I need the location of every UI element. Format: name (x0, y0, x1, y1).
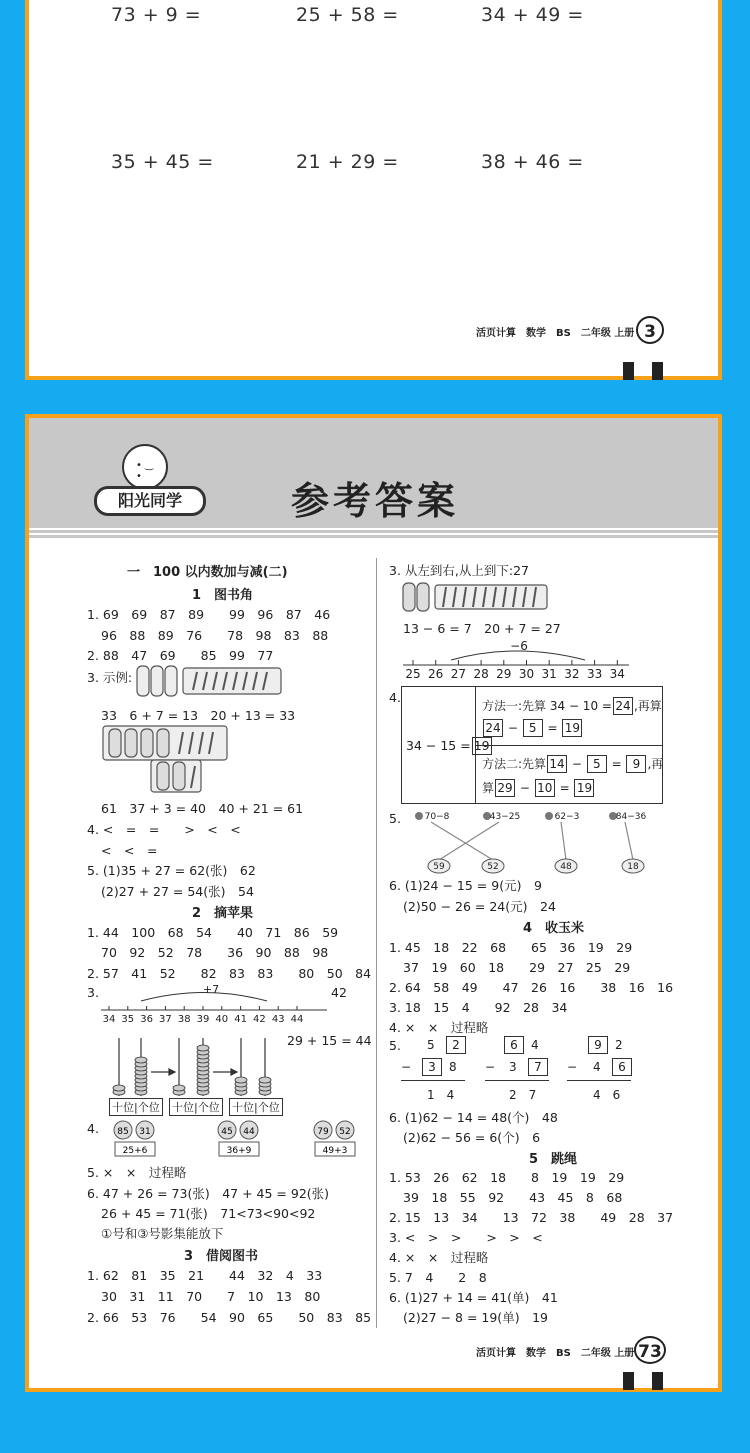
equation: 34 + 49 = (481, 4, 584, 26)
answer-line: 5. (1)35 + 27 = 62(张) 62 (87, 863, 256, 878)
answer-line: 70 92 52 78 36 90 88 98 (101, 945, 329, 960)
digit: 2 7 (509, 1088, 537, 1102)
answer-line: 6. (1)27 + 14 = 41(单) 41 (389, 1290, 558, 1305)
digit: 4 (531, 1038, 539, 1052)
answer-box: 2 (446, 1036, 466, 1054)
apple-label: 79 (317, 1127, 329, 1137)
method-text: ,再 (647, 757, 664, 771)
answer-line: 4. × × 过程略 (389, 1250, 489, 1265)
digit: 1 4 (427, 1088, 455, 1102)
digit: 4 (593, 1060, 601, 1074)
answer-line: 3. (87, 985, 99, 1000)
answer-box: 5 (587, 755, 607, 773)
number-line (99, 982, 329, 1024)
tick-label: 41 (234, 1014, 247, 1024)
answer-line: 61 37 + 3 = 40 40 + 21 = 61 (101, 801, 304, 816)
operator: = (611, 757, 622, 771)
equation: 38 + 46 = (481, 151, 584, 173)
answer-line: (2)62 − 56 = 6(个) 6 (403, 1130, 541, 1145)
minus-sign: − (485, 1060, 496, 1074)
equation: 21 + 29 = (296, 151, 399, 173)
answer-line: 4. × × 过程略 (389, 1020, 489, 1035)
tick-label: 32 (564, 667, 580, 680)
digit: 5 (427, 1038, 435, 1052)
answer-line: 4. < = = > < < (87, 822, 241, 837)
answer-box: 7 (528, 1058, 548, 1076)
result-label: 18 (627, 862, 639, 872)
answer-line: 6. 47 + 26 = 73(张) 47 + 45 = 92(张) (87, 1186, 330, 1201)
page-footer: 活页计算 数学 BS 二年级 上册 (476, 328, 635, 339)
ones-label: 个位 (197, 1101, 220, 1114)
tick-label: 26 (428, 667, 444, 680)
tick-label: 27 (450, 667, 467, 680)
answer-box: 19 (574, 779, 594, 797)
answer-box: 9 (588, 1036, 608, 1054)
main-equation (406, 737, 493, 755)
tick-label: 31 (541, 667, 557, 680)
method-text: ,再算 (633, 699, 662, 713)
tick-label: 29 (496, 667, 512, 680)
method-text: 方法一:先算 34 − 10 = (482, 699, 612, 713)
tick-label: 40 (215, 1014, 229, 1024)
answer-box: 9 (626, 755, 646, 773)
sum-line (401, 1080, 465, 1081)
answer-line: (2)27 + 27 = 54(张) 54 (101, 884, 254, 899)
minus-sign: − (401, 1060, 412, 1074)
vertical-subtraction (401, 1036, 465, 1102)
tick-label: 33 (586, 667, 603, 680)
answer-line: 96 88 89 76 78 98 83 88 (101, 628, 329, 643)
digit: 4 6 (593, 1088, 621, 1102)
sum-line (485, 1080, 549, 1081)
left-column (29, 418, 374, 1396)
answer-box: 6 (612, 1058, 632, 1076)
answer-box: 5 (523, 719, 543, 737)
tens-label: 十位 (112, 1101, 134, 1114)
apple-label: 44 (243, 1127, 255, 1137)
apple-label: 31 (139, 1127, 151, 1137)
method-table (401, 686, 663, 804)
counting-sticks-figure (401, 581, 551, 615)
section-heading: 3 借阅图书 (184, 1249, 259, 1264)
tens-label: 十位 (232, 1101, 254, 1114)
tick-label: 42 (253, 1014, 266, 1024)
answer-line: 2. 64 58 49 47 26 16 38 16 16 (389, 980, 674, 995)
tick-label: 28 (473, 667, 489, 680)
ones-label: 个位 (137, 1101, 160, 1114)
answer-line: 2. 57 41 52 82 83 83 80 50 84 (87, 966, 372, 981)
operator: − (571, 757, 582, 771)
answer-box: 10 (535, 779, 555, 797)
operator: = (559, 781, 570, 795)
basket-label: 49+3 (322, 1146, 348, 1156)
answer-box: 29 (495, 779, 515, 797)
apple-matching-figure (99, 1118, 359, 1160)
result-label: 48 (560, 862, 572, 872)
smile-icon: • ‿ • (136, 460, 154, 482)
column-divider (376, 558, 377, 1328)
answer-line: 1. 53 26 62 18 8 19 19 29 (389, 1170, 625, 1185)
answer-box: 19 (562, 719, 582, 737)
answer-box: 24 (483, 719, 503, 737)
answer-line: 2. 88 47 69 85 99 77 (87, 648, 274, 663)
answer-box: 14 (547, 755, 567, 773)
tick-label: 43 (271, 1014, 285, 1024)
expression-label: 84−36 (615, 812, 647, 822)
answer-line: 2. 66 53 76 54 90 65 50 83 85 (87, 1310, 372, 1325)
answer-box: 6 (504, 1036, 524, 1054)
operator: − (519, 781, 530, 795)
leaf-icon (415, 812, 423, 820)
answer-line: 33 6 + 7 = 13 20 + 13 = 33 (101, 708, 296, 723)
method-text: 方法二:先算 (482, 757, 547, 771)
tick-label: 39 (196, 1014, 210, 1024)
answer-line: 29 + 15 = 44 (287, 1033, 372, 1048)
answer-line: 3. < > > > > < (389, 1230, 543, 1245)
equation: 25 + 58 = (296, 4, 399, 26)
answer-line: 1. 44 100 68 54 40 71 86 59 (87, 925, 339, 940)
section-heading: 4 收玉米 (523, 921, 585, 936)
counting-sticks-figure (133, 664, 285, 698)
answer-line: 3. 示例: (87, 670, 133, 685)
answer-line: 1. 69 69 87 89 99 96 87 46 (87, 607, 331, 622)
binding-tab (652, 362, 663, 380)
binding-tab (623, 362, 634, 380)
leaf-icon (545, 812, 553, 820)
answer-line: 4. (389, 690, 401, 705)
page-title: 参考答案 (291, 478, 460, 523)
answer-page (25, 414, 722, 1392)
tick-label: 25 (405, 667, 421, 680)
section-heading: 2 摘苹果 (192, 906, 254, 921)
section-heading: 1 图书角 (192, 588, 254, 603)
basket-label: 36+9 (226, 1146, 252, 1156)
answer-line: 1. 62 81 35 21 44 32 4 33 (87, 1268, 323, 1283)
method-text: 算 (482, 781, 495, 795)
page-number: 73 (634, 1336, 666, 1364)
method-one (482, 697, 662, 715)
answer-line: 5. × × 过程略 (87, 1165, 187, 1180)
tick-label: 34 (102, 1014, 116, 1024)
abacus-label: 十位|个位 (229, 1098, 283, 1116)
digit: 2 (615, 1038, 623, 1052)
answer-line: 2. 15 13 34 13 72 38 49 28 37 (389, 1210, 674, 1225)
minus-sign: − (567, 1060, 578, 1074)
abacus-label: 十位|个位 (109, 1098, 163, 1116)
answer-line: ①号和③号影集能放下 (101, 1226, 224, 1241)
page-number: 3 (636, 316, 664, 344)
arc-label: +7 (202, 983, 220, 996)
method-two (482, 755, 663, 773)
answer-box: 19 (472, 737, 492, 755)
tick-label: 36 (140, 1014, 153, 1024)
arc-label: −6 (510, 639, 528, 653)
answer-line: 5. (389, 1038, 401, 1053)
equation: 73 + 9 = (111, 4, 202, 26)
apple-label: 85 (117, 1127, 129, 1137)
digit: 8 (449, 1060, 457, 1074)
equation-text: 34 − 15 = (406, 738, 471, 753)
expression-label: 62−3 (554, 812, 580, 822)
apple-label: 52 (339, 1127, 351, 1137)
abacus-label: 十位|个位 (169, 1098, 223, 1116)
result-label: 52 (487, 862, 499, 872)
equation: 35 + 45 = (111, 151, 214, 173)
tick-label: 35 (121, 1014, 135, 1024)
section-heading: 5 跳绳 (529, 1152, 578, 1167)
tick-label: 38 (177, 1014, 191, 1024)
answer-line: < < = (101, 843, 158, 858)
method-one-step2 (482, 719, 583, 737)
answer-line: 3. 18 15 4 92 28 34 (389, 1000, 568, 1015)
answer-line: 30 31 11 70 7 10 13 80 (101, 1289, 321, 1304)
right-column (379, 418, 718, 1396)
page-footer: 活页计算 数学 BS 二年级 上册 (476, 1348, 635, 1359)
answer-line: 1. 45 18 22 68 65 36 19 29 (389, 940, 633, 955)
unit-heading: 一 100 以内数加与减(二) (127, 565, 288, 580)
answer-line: 4. (87, 1121, 99, 1136)
answer-line: (2)50 − 26 = 24(元) 24 (403, 899, 556, 914)
result-label: 59 (433, 862, 445, 872)
answer-line: 37 19 60 18 29 27 25 29 (403, 960, 631, 975)
vertical-subtraction (485, 1036, 549, 1102)
expression-label: 70−8 (424, 812, 450, 822)
tick-label: 30 (518, 667, 535, 680)
operator: = (547, 721, 558, 735)
tens-label: 十位 (172, 1101, 194, 1114)
tick-label: 34 (609, 667, 625, 680)
answer-line: 13 − 6 = 7 20 + 7 = 27 (403, 621, 561, 636)
answer-line: 26 + 45 = 71(张) 71<73<90<92 (101, 1206, 316, 1221)
basket-label: 25+6 (122, 1146, 148, 1156)
sum-line (567, 1080, 631, 1081)
answer-line: 5. 7 4 2 8 (389, 1270, 487, 1285)
operator: − (507, 721, 518, 735)
answer-line: 5. (389, 811, 401, 826)
vertical-subtraction (567, 1036, 631, 1102)
answer-box: 3 (422, 1058, 442, 1076)
expression-label: 43−25 (489, 812, 521, 822)
answer-line: (2)27 − 8 = 19(单) 19 (403, 1310, 548, 1325)
method-two-step2 (482, 779, 595, 797)
apple-label: 45 (221, 1127, 233, 1137)
binding-tab (652, 1372, 663, 1390)
logo-text: 阳光同学 (94, 486, 206, 516)
answer-line: 39 18 55 92 43 45 8 68 (403, 1190, 623, 1205)
ones-label: 个位 (257, 1101, 280, 1114)
worksheet-page (25, 0, 722, 380)
number-line (401, 636, 631, 680)
digit: 3 (509, 1060, 517, 1074)
binding-tab (623, 1372, 634, 1390)
matching-figure (401, 808, 661, 874)
answer-line: 3. 从左到右,从上到下:27 (389, 563, 529, 578)
table-divider (476, 745, 662, 746)
tick-label: 44 (290, 1014, 304, 1024)
answer-box: 24 (613, 697, 633, 715)
answer-value: 42 (331, 985, 347, 1000)
answer-line: 6. (1)24 − 15 = 9(元) 9 (389, 878, 542, 893)
tick-label: 37 (159, 1014, 172, 1024)
answer-line: 6. (1)62 − 14 = 48(个) 48 (389, 1110, 558, 1125)
counting-sticks-figure (101, 724, 231, 796)
